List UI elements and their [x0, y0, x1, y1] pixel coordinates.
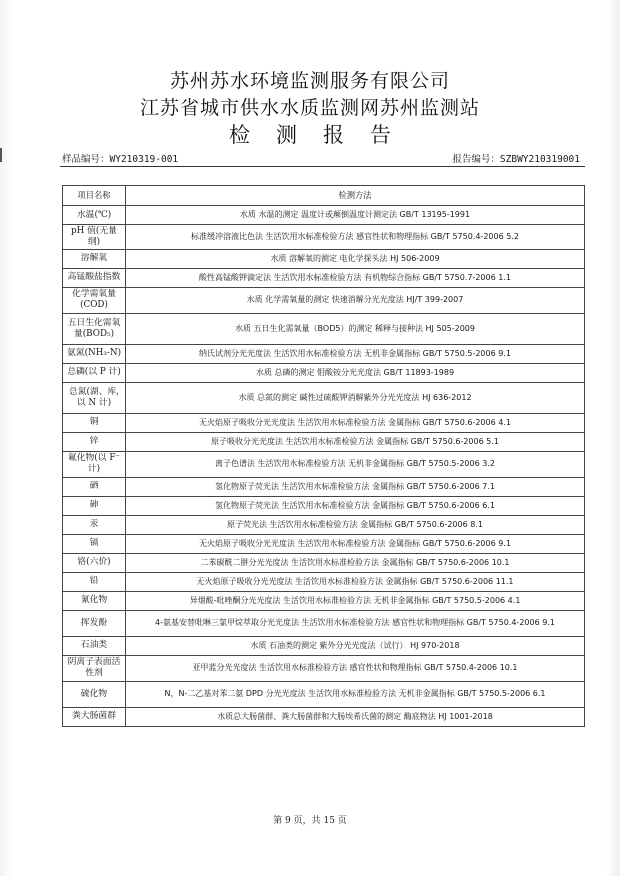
test-item-name: 化学需氧量(COD) — [63, 287, 126, 313]
report-number-value: SZBWY210319001 — [499, 154, 580, 165]
test-method: 酸性高锰酸钾滴定法 生活饮用水标准检验方法 有机物综合指标 GB/T 5750.7-2006 1.1 — [126, 268, 585, 287]
test-item-name: 硫化物 — [63, 681, 126, 707]
report-title: 检测报告 — [229, 123, 417, 147]
table-row — [63, 707, 585, 726]
organization-name: 苏州苏水环境监测服务有限公司 — [169, 70, 450, 92]
test-method: 无火焰原子吸收分光光度法 生活饮用水标准检验方法 金属指标 GB/T 5750.6-2006 9.1 — [126, 534, 585, 553]
test-method: 原子荧光法 生活饮用水标准检验方法 金属指标 GB/T 5750.6-2006 8.1 — [126, 515, 585, 534]
test-method: 水质 溶解氧的测定 电化学探头法 HJ 506-2009 — [126, 249, 585, 268]
table-row — [63, 515, 585, 534]
test-method: 原子吸收分光光度法 生活饮用水标准检验方法 金属指标 GB/T 5750.6-2006 5.1 — [126, 432, 585, 451]
test-item-name: 汞 — [63, 515, 126, 534]
binding-edge-mark — [0, 148, 2, 162]
table-row — [63, 477, 585, 496]
test-method: 标准缓冲溶液比色法 生活饮用水标准检验方法 感官性状和物理指标 GB/T 5750.4-2006 5.2 — [126, 225, 585, 250]
column-header-method: 检测方法 — [126, 186, 585, 206]
table-row — [63, 363, 585, 382]
test-method: 氢化物原子荧光法 生活饮用水标准检验方法 金属指标 GB/T 5750.6-2006 6.1 — [126, 496, 585, 515]
test-item-name: 总磷(以 P 计) — [63, 363, 126, 382]
test-method: 离子色谱法 生活饮用水标准检验方法 无机非金属指标 GB/T 5750.5-2006 3.2 — [126, 451, 585, 477]
header-rule — [60, 166, 585, 167]
test-item-name: 五日生化需氧量(BOD₅) — [63, 313, 126, 344]
table-row — [63, 610, 585, 636]
test-method: 无火焰原子吸收分光光度法 生活饮用水标准检验方法 金属指标 GB/T 5750.6-2006 11.1 — [126, 572, 585, 591]
test-method: N，N-二乙基对苯二氨 DPD 分光光度法 生活饮用水标准检验方法 无机非金属指标 GB/T 5750.5-2006 6.1 — [126, 681, 585, 707]
test-method: 异烟酸-吡唑酮分光光度法 生活饮用水标准检验方法 无机非金属指标 GB/T 5750.5-2006 4.1 — [126, 591, 585, 610]
test-method: 亚甲蓝分光光度法 生活饮用水标准检验方法 感官性状和物理指标 GB/T 5750.4-2006 10.1 — [126, 655, 585, 681]
test-method: 水质 总磷的测定 钼酸铵分光光度法 GB/T 11893-1989 — [126, 363, 585, 382]
test-item-name: 粪大肠菌群 — [63, 707, 126, 726]
test-item-name: 水温(℃) — [63, 206, 126, 225]
test-methods-table — [62, 185, 585, 727]
table-row — [63, 432, 585, 451]
test-method: 二苯碳酰二肼分光光度法 生活饮用水标准检验方法 金属指标 GB/T 5750.6-2006 10.1 — [126, 553, 585, 572]
table-row — [63, 636, 585, 655]
table-row — [63, 681, 585, 707]
sample-number-label: 样品编号： — [62, 154, 110, 165]
test-item-name: 氨氮(NH₃-N) — [63, 344, 126, 363]
test-item-name: 阴离子表面活性剂 — [63, 655, 126, 681]
table-row — [63, 249, 585, 268]
table-row — [63, 268, 585, 287]
test-item-name: 挥发酚 — [63, 610, 126, 636]
table-row — [63, 206, 585, 225]
test-item-name: 总氮(湖、库,以 N 计) — [63, 382, 126, 413]
test-method: 水质 总氮的测定 碱性过硫酸钾消解紫外分光光度法 HJ 636-2012 — [126, 382, 585, 413]
test-item-name: 铅 — [63, 572, 126, 591]
table-row — [63, 413, 585, 432]
page-number: 第 9 页，共 15 页 — [273, 816, 347, 826]
table-row — [63, 655, 585, 681]
sample-number-value: WY210319-001 — [109, 154, 179, 165]
table-row — [63, 591, 585, 610]
table-row — [63, 572, 585, 591]
test-item-name: 镉 — [63, 534, 126, 553]
table-row — [63, 313, 585, 344]
column-header-item: 项目名称 — [63, 186, 126, 206]
test-method: 纳氏试剂分光光度法 生活饮用水标准检验方法 无机非金属指标 GB/T 5750.5-2006 9.1 — [126, 344, 585, 363]
test-item-name: 砷 — [63, 496, 126, 515]
table-row — [63, 382, 585, 413]
test-item-name: 石油类 — [63, 636, 126, 655]
test-item-name: 锌 — [63, 432, 126, 451]
test-method: 氢化物原子荧光法 生活饮用水标准检验方法 金属指标 GB/T 5750.6-2006 7.1 — [126, 477, 585, 496]
test-method: 水质总大肠菌群、粪大肠菌群和大肠埃希氏菌的测定 酶底物法 HJ 1001-2018 — [126, 707, 585, 726]
test-item-name: 溶解氧 — [63, 249, 126, 268]
table-row — [63, 287, 585, 313]
test-item-name: 铬(六价) — [63, 553, 126, 572]
table-row — [63, 496, 585, 515]
sample-number — [62, 151, 178, 165]
table-row — [63, 553, 585, 572]
test-method: 水质 五日生化需氧量（BOD5）的测定 稀释与接种法 HJ 505-2009 — [126, 313, 585, 344]
test-item-name: 氰化物 — [63, 591, 126, 610]
test-method: 4-氨基安替吡啉三氯甲烷萃取分光光度法 生活饮用水标准检验方法 感官性状和物理指标 GB/T 5750.4-2006 9.1 — [126, 610, 585, 636]
table-row — [63, 451, 585, 477]
report-number — [452, 151, 580, 165]
table-row — [63, 225, 585, 250]
test-item-name: 铜 — [63, 413, 126, 432]
table-row — [63, 534, 585, 553]
test-item-name: 氟化物(以 F⁻计) — [63, 451, 126, 477]
table-header-row — [63, 186, 585, 206]
table-row — [63, 344, 585, 363]
test-method: 无火焰原子吸收分光光度法 生活饮用水标准检验方法 金属指标 GB/T 5750.6-2006 4.1 — [126, 413, 585, 432]
report-number-label: 报告编号： — [452, 154, 500, 165]
test-method: 水质 石油类的测定 紫外分光光度法（试行） HJ 970-2018 — [126, 636, 585, 655]
monitoring-station-name: 江苏省城市供水水质监测网苏州监测站 — [139, 97, 480, 119]
test-item-name: 高锰酸盐指数 — [63, 268, 126, 287]
test-item-name: pH 值(无量纲) — [63, 225, 126, 250]
test-method: 水质 水温的测定 温度计或颠倒温度计测定法 GB/T 13195-1991 — [126, 206, 585, 225]
test-item-name: 硒 — [63, 477, 126, 496]
test-method: 水质 化学需氧量的测定 快速消解分光光度法 HJ/T 399-2007 — [126, 287, 585, 313]
